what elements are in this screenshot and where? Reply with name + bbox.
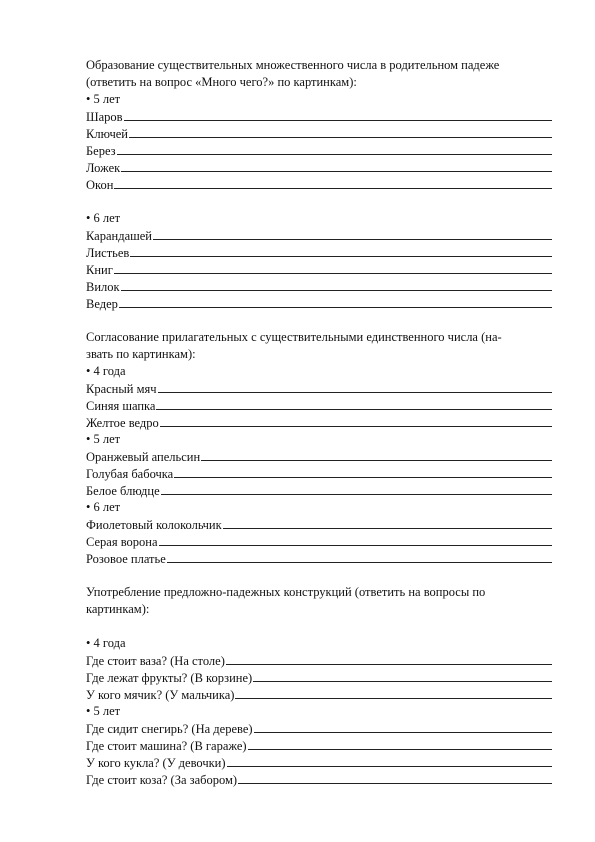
answer-label: Красный мяч — [86, 382, 157, 396]
answer-label: Серая ворона — [86, 535, 158, 549]
answer-label: Розовое платье — [86, 552, 166, 566]
answer-blank[interactable] — [124, 108, 552, 121]
answer-line — [86, 652, 552, 669]
answer-blank[interactable] — [159, 533, 552, 546]
answer-line — [86, 737, 552, 754]
answer-blank[interactable] — [114, 176, 552, 189]
answer-label: Фиолетовый колокольчик — [86, 518, 222, 532]
section1-intro-line2: (ответить на вопрос «Много чего?» по картинкам): — [86, 75, 357, 89]
spacer — [86, 618, 552, 635]
answer-label: Книг — [86, 263, 113, 277]
answer-label: У кого мячик? (У мальчика) — [86, 688, 235, 702]
answer-blank[interactable] — [160, 414, 552, 427]
answer-label: Синяя шапка — [86, 399, 156, 413]
answer-label: Где стоит коза? (За забором) — [86, 773, 238, 787]
answer-line — [86, 142, 552, 159]
answer-line — [86, 159, 552, 176]
section2-age-4: • 4 года — [86, 364, 126, 378]
section3-age-4: • 4 года — [86, 636, 126, 650]
answer-blank[interactable] — [254, 720, 552, 733]
answer-label: Где сидит снегирь? (На дереве) — [86, 722, 253, 736]
answer-label: У кого кукла? (У девочки) — [86, 756, 226, 770]
answer-line — [86, 482, 552, 499]
section2-intro-line2: звать по картинкам): — [86, 347, 196, 361]
answer-line — [86, 380, 552, 397]
answer-blank[interactable] — [167, 550, 552, 563]
answer-line — [86, 754, 552, 771]
answer-blank[interactable] — [161, 482, 552, 495]
answer-line — [86, 465, 552, 482]
answer-label: Ключей — [86, 127, 128, 141]
answer-line — [86, 414, 552, 431]
answer-label: Белое блюдце — [86, 484, 160, 498]
section3-intro-line1: Употребление предложно-падежных конструкций (ответить на вопросы по — [86, 585, 486, 599]
section3-age-5: • 5 лет — [86, 704, 121, 718]
answer-label: Где лежат фрукты? (В корзине) — [86, 671, 253, 685]
answer-label: Желтое ведро — [86, 416, 159, 430]
answer-line — [86, 176, 552, 193]
answer-line — [86, 278, 552, 295]
section3-intro — [86, 584, 552, 618]
answer-blank[interactable] — [129, 125, 552, 138]
answer-blank[interactable] — [238, 771, 552, 784]
answer-line — [86, 227, 552, 244]
spacer — [86, 193, 552, 210]
answer-label: Ведер — [86, 297, 118, 311]
section1-age-6: • 6 лет — [86, 211, 121, 225]
answer-blank[interactable] — [235, 686, 552, 699]
section1-age-5: • 5 лет — [86, 92, 121, 106]
answer-blank[interactable] — [119, 295, 552, 308]
answer-blank[interactable] — [227, 754, 552, 767]
section1-intro — [86, 57, 552, 91]
answer-line — [86, 125, 552, 142]
answer-label: Шаров — [86, 110, 123, 124]
answer-line — [86, 669, 552, 686]
answer-line — [86, 397, 552, 414]
answer-line — [86, 720, 552, 737]
section2-intro — [86, 329, 552, 363]
answer-line — [86, 686, 552, 703]
answer-label: Где стоит ваза? (На столе) — [86, 654, 225, 668]
answer-blank[interactable] — [201, 448, 552, 461]
answer-label: Берез — [86, 144, 116, 158]
answer-label: Вилок — [86, 280, 120, 294]
answer-label: Голубая бабочка — [86, 467, 174, 481]
answer-blank[interactable] — [156, 397, 552, 410]
answer-blank[interactable] — [153, 227, 552, 240]
answer-blank[interactable] — [121, 278, 552, 291]
section1-intro-line1: Образование существительных множественного числа в родительном падеже — [86, 58, 500, 72]
section3-intro-line2: картинкам): — [86, 602, 150, 616]
answer-line — [86, 516, 552, 533]
answer-line — [86, 771, 552, 788]
section2-intro-line1: Согласование прилагательных с существительными единственного числа (на- — [86, 330, 502, 344]
spacer — [86, 312, 552, 329]
section2-age-6: • 6 лет — [86, 500, 121, 514]
answer-label: Ложек — [86, 161, 121, 175]
answer-label: Оранжевый апельсин — [86, 450, 201, 464]
spacer — [86, 567, 552, 584]
answer-line — [86, 261, 552, 278]
worksheet-page — [86, 57, 552, 788]
section2-age-5: • 5 лет — [86, 432, 121, 446]
answer-blank[interactable] — [253, 669, 552, 682]
answer-line — [86, 550, 552, 567]
answer-line — [86, 295, 552, 312]
answer-blank[interactable] — [117, 142, 552, 155]
answer-line — [86, 533, 552, 550]
answer-blank[interactable] — [226, 652, 552, 665]
answer-blank[interactable] — [174, 465, 552, 478]
answer-line — [86, 108, 552, 125]
answer-blank[interactable] — [114, 261, 552, 274]
answer-label: Окон — [86, 178, 114, 192]
answer-label: Листьев — [86, 246, 130, 260]
answer-blank[interactable] — [223, 516, 552, 529]
answer-blank[interactable] — [158, 380, 552, 393]
answer-blank[interactable] — [248, 737, 552, 750]
answer-line — [86, 448, 552, 465]
answer-blank[interactable] — [130, 244, 552, 257]
answer-label: Где стоит машина? (В гараже) — [86, 739, 247, 753]
answer-blank[interactable] — [121, 159, 552, 172]
answer-line — [86, 244, 552, 261]
answer-label: Карандашей — [86, 229, 152, 243]
